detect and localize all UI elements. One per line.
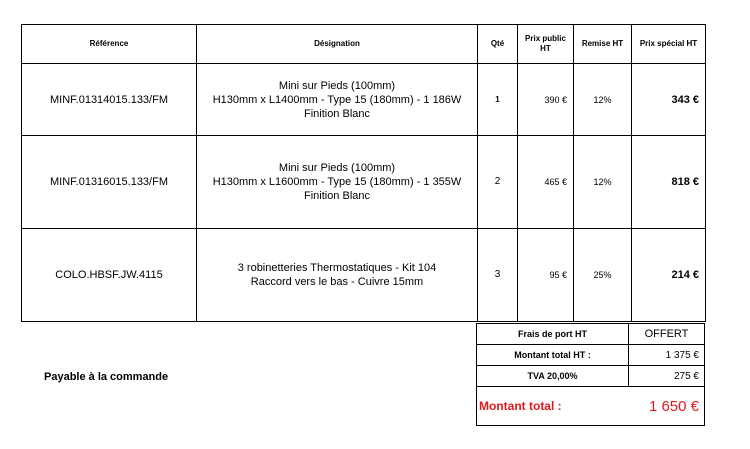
- row-designation-line2: H130mm x L1400mm - Type 15 (180mm) - 1 186W: [212, 93, 462, 106]
- totals-table: [476, 323, 705, 426]
- row-designation: [197, 136, 478, 229]
- row-special-price: 818 €: [632, 136, 706, 229]
- subtotal-label: Montant total HT :: [477, 345, 629, 366]
- header-reference: Référence: [22, 25, 197, 64]
- header-special-price: Prix spécial HT: [632, 25, 706, 64]
- table-row: [22, 64, 706, 136]
- shipping-row: [477, 324, 705, 345]
- header-unit-price-line2: HT: [540, 44, 551, 53]
- row-reference: MINF.01314015.133/FM: [22, 64, 197, 136]
- table-header-row: [22, 25, 706, 64]
- header-unit-price: [518, 25, 574, 64]
- row-special-price: 343 €: [632, 64, 706, 136]
- row-designation: [197, 64, 478, 136]
- header-qty: Qté: [478, 25, 518, 64]
- header-unit-price-line1: Prix public: [525, 34, 566, 43]
- header-discount: Remise HT: [574, 25, 632, 64]
- vat-value: 275 €: [629, 366, 705, 387]
- shipping-value: OFFERT: [629, 324, 705, 345]
- row-unit-price: 95 €: [518, 229, 574, 322]
- row-designation-line2: Raccord vers le bas - Cuivre 15mm: [250, 276, 424, 288]
- vat-row: [477, 366, 705, 387]
- row-discount: 12%: [574, 64, 632, 136]
- row-unit-price: 465 €: [518, 136, 574, 229]
- row-discount: 12%: [574, 136, 632, 229]
- grand-total-label: Montant total :: [477, 387, 629, 426]
- row-designation-line2: H130mm x L1600mm - Type 15 (180mm) - 1 355W: [212, 176, 462, 188]
- row-designation-line1: Mini sur Pieds (100mm): [278, 162, 396, 174]
- header-designation: Désignation: [197, 25, 478, 64]
- subtotal-row: [477, 345, 705, 366]
- row-reference: COLO.HBSF.JW.4115: [22, 229, 197, 322]
- row-reference: MINF.01316015.133/FM: [22, 136, 197, 229]
- subtotal-value: 1 375 €: [629, 345, 705, 366]
- table-row: [22, 229, 706, 322]
- row-qty: 2: [478, 136, 518, 229]
- row-designation: [197, 229, 478, 322]
- payment-note: Payable à la commande: [44, 371, 169, 383]
- quote-table: [21, 24, 706, 322]
- shipping-label: Frais de port HT: [477, 324, 629, 345]
- row-designation-line3: Finition Blanc: [303, 190, 371, 202]
- row-unit-price: 390 €: [518, 64, 574, 136]
- row-designation-line1: 3 robinetteries Thermostatiques - Kit 104: [237, 262, 437, 274]
- row-designation-line3: Finition Blanc: [303, 107, 371, 120]
- row-qty: 1: [478, 64, 518, 136]
- vat-label: TVA 20,00%: [477, 366, 629, 387]
- grand-total-row: [477, 387, 705, 426]
- row-discount: 25%: [574, 229, 632, 322]
- table-row: [22, 136, 706, 229]
- grand-total-value: 1 650 €: [629, 387, 705, 426]
- row-special-price: 214 €: [632, 229, 706, 322]
- row-qty: 3: [478, 229, 518, 322]
- row-designation-line1: Mini sur Pieds (100mm): [278, 79, 396, 92]
